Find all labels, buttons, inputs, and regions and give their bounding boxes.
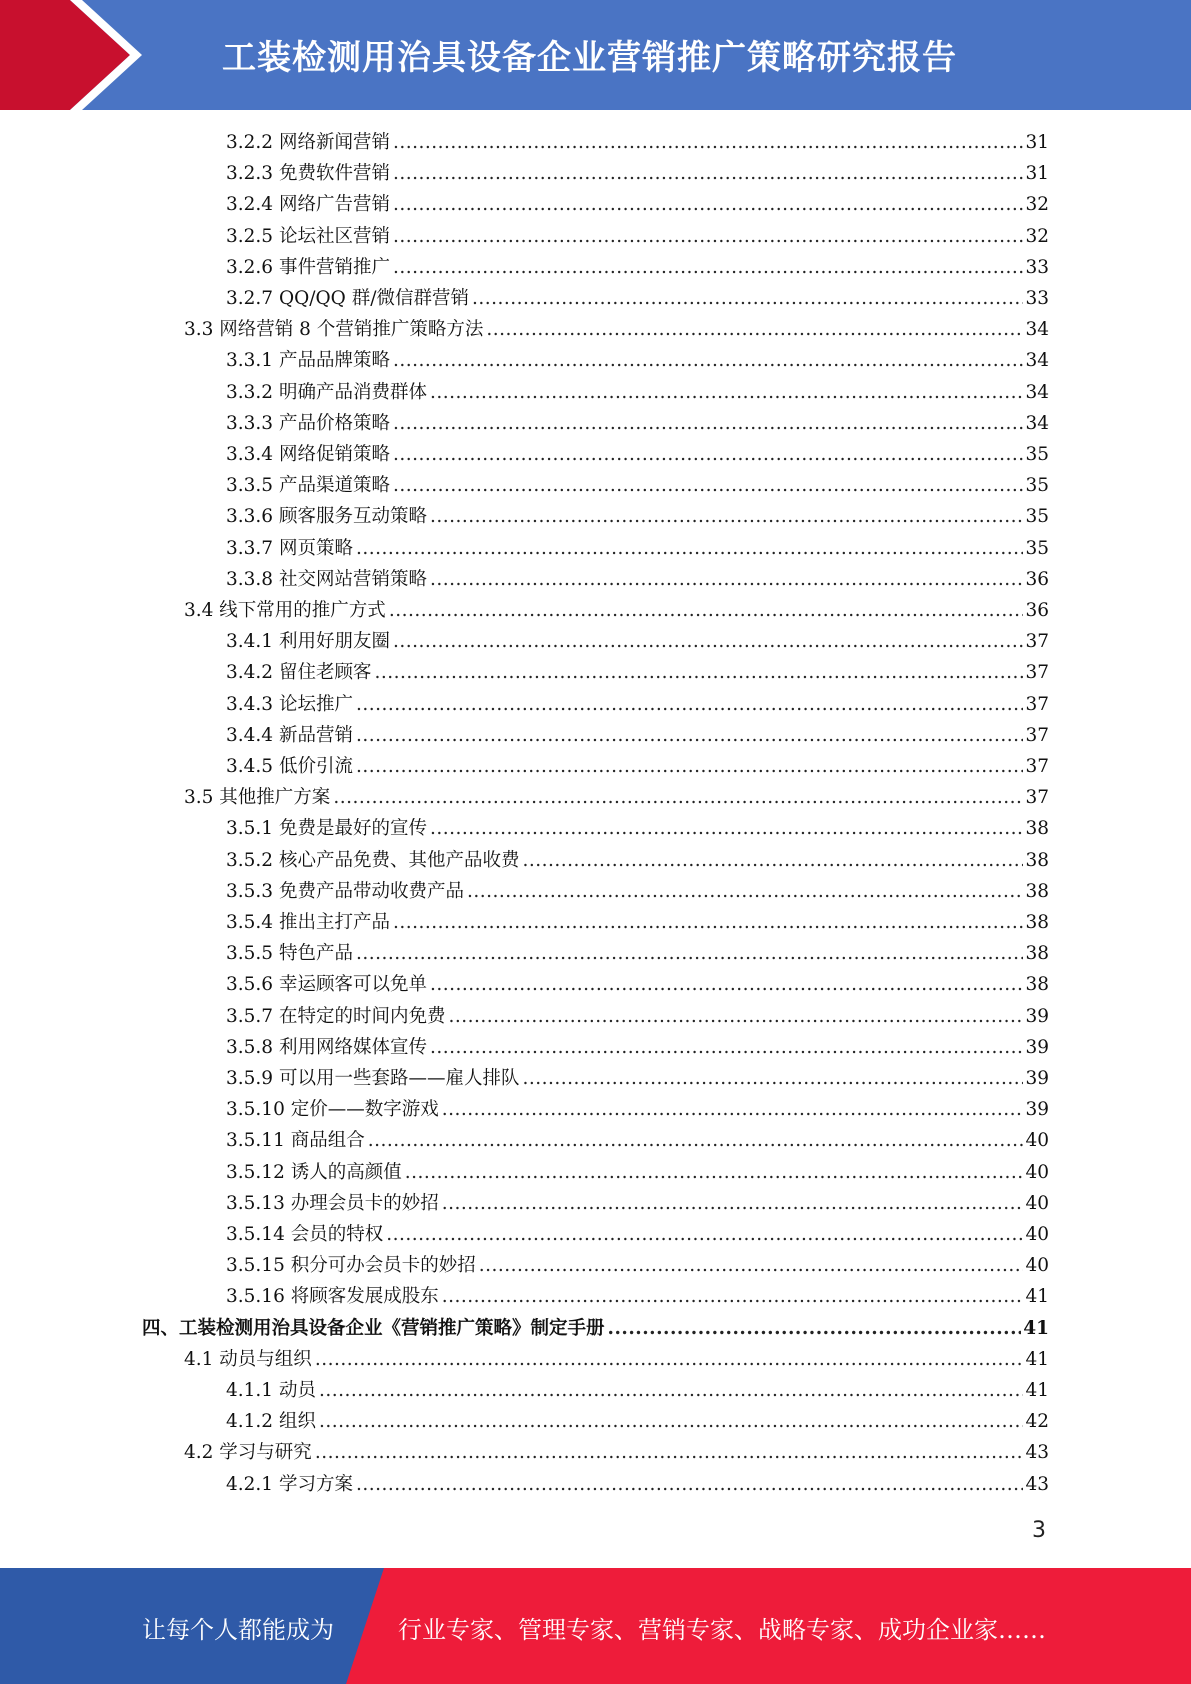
header-arrow-icon	[0, 0, 150, 110]
toc-leader-dots	[442, 1094, 1024, 1125]
toc-entry[interactable]	[184, 1344, 1049, 1375]
toc-leader-dots	[393, 626, 1023, 657]
toc-entry-page: 40	[1025, 1162, 1049, 1183]
toc-entry-label: 3.5.4 推出主打产品	[226, 912, 390, 933]
toc-entry[interactable]	[226, 1001, 1049, 1032]
toc-entry[interactable]	[226, 221, 1049, 252]
toc-entry-page: 34	[1025, 350, 1049, 371]
toc-entry-label: 3.5.12 诱人的高颜值	[226, 1162, 402, 1183]
toc-leader-dots	[315, 1344, 1024, 1375]
toc-entry-label: 3.5.10 定价——数字游戏	[226, 1099, 439, 1120]
toc-leader-dots	[442, 1281, 1024, 1312]
toc-leader-dots	[448, 1001, 1023, 1032]
toc-entry-label: 3.5.2 核心产品免费、其他产品收费	[226, 850, 520, 871]
toc-entry-label: 3.5.7 在特定的时间内免费	[226, 1006, 446, 1027]
toc-entry-label: 四、工装检测用治具设备企业《营销推广策略》制定手册	[142, 1318, 605, 1339]
toc-leader-dots	[430, 564, 1023, 595]
toc-entry-page: 32	[1025, 194, 1049, 215]
toc-entry-page: 39	[1025, 1037, 1049, 1058]
toc-entry-label: 3.3.8 社交网站营销策略	[226, 569, 427, 590]
toc-entry[interactable]	[142, 1313, 1049, 1344]
toc-entry[interactable]	[226, 533, 1049, 564]
toc-entry[interactable]	[226, 283, 1049, 314]
toc-leader-dots	[389, 595, 1024, 626]
toc-entry[interactable]	[226, 189, 1049, 220]
toc-entry-label: 3.5.9 可以用一些套路——雇人排队	[226, 1068, 520, 1089]
toc-entry-page: 36	[1025, 569, 1049, 590]
toc-entry-label: 3.5 其他推广方案	[184, 787, 331, 808]
toc-entry[interactable]	[226, 564, 1049, 595]
toc-entry-page: 39	[1025, 1099, 1049, 1120]
toc-entry-page: 37	[1025, 725, 1049, 746]
toc-leader-dots	[315, 1437, 1024, 1468]
toc-entry[interactable]	[226, 470, 1049, 501]
toc-leader-dots	[356, 1469, 1024, 1500]
toc-entry-label: 3.3.2 明确产品消费群体	[226, 382, 427, 403]
toc-leader-dots	[393, 127, 1023, 158]
toc-leader-dots	[319, 1406, 1024, 1437]
toc-entry-page: 37	[1025, 756, 1049, 777]
toc-entry[interactable]	[184, 1437, 1049, 1468]
toc-leader-dots	[522, 1063, 1023, 1094]
toc-entry-label: 3.5.6 幸运顾客可以免单	[226, 974, 427, 995]
toc-entry[interactable]	[226, 1469, 1049, 1500]
footer-slogan-right: 行业专家、管理专家、营销专家、战略专家、成功企业家……	[398, 1616, 1046, 1644]
toc-leader-dots	[430, 501, 1023, 532]
toc-entry-label: 4.1.2 组织	[226, 1411, 316, 1432]
toc-entry-page: 38	[1025, 881, 1049, 902]
page-number: 3	[1032, 1518, 1046, 1543]
toc-entry[interactable]	[226, 1281, 1049, 1312]
footer-slogan-left: 让每个人都能成为	[142, 1616, 334, 1644]
toc-leader-dots	[393, 439, 1023, 470]
toc-entry[interactable]	[226, 813, 1049, 844]
toc-leader-dots	[386, 1219, 1023, 1250]
toc-entry-page: 34	[1025, 319, 1049, 340]
toc-entry-label: 3.4.3 论坛推广	[226, 694, 353, 715]
toc-leader-dots	[393, 252, 1023, 283]
toc-entry-label: 3.4.1 利用好朋友圈	[226, 631, 390, 652]
toc-entry-page: 31	[1025, 132, 1049, 153]
toc-entry-label: 3.5.8 利用网络媒体宣传	[226, 1037, 427, 1058]
toc-entry-label: 3.4.4 新品营销	[226, 725, 353, 746]
toc-entry-page: 35	[1025, 538, 1049, 559]
toc-entry-label: 3.2.7 QQ/QQ 群/微信群营销	[226, 288, 469, 309]
toc-entry-label: 3.5.3 免费产品带动收费产品	[226, 881, 464, 902]
toc-leader-dots	[430, 1032, 1023, 1063]
toc-entry-page: 38	[1025, 943, 1049, 964]
toc-entry[interactable]	[226, 751, 1049, 782]
toc-entry-page: 37	[1025, 694, 1049, 715]
toc-entry-label: 3.5.15 积分可办会员卡的妙招	[226, 1255, 476, 1276]
toc-leader-dots	[368, 1125, 1024, 1156]
toc-entry-page: 38	[1025, 818, 1049, 839]
toc-leader-dots	[393, 408, 1023, 439]
toc-leader-dots	[356, 533, 1024, 564]
toc-entry-page: 39	[1025, 1068, 1049, 1089]
toc-entry-label: 3.3.5 产品渠道策略	[226, 475, 390, 496]
toc-leader-dots	[486, 314, 1023, 345]
toc-entry-label: 3.5.11 商品组合	[226, 1130, 365, 1151]
toc-entry-label: 3.2.3 免费软件营销	[226, 163, 390, 184]
toc-entry-page: 38	[1025, 974, 1049, 995]
toc-entry-label: 4.1.1 动员	[226, 1380, 316, 1401]
toc-entry-label: 3.5.16 将顾客发展成股东	[226, 1286, 439, 1307]
toc-entry-label: 3.5.1 免费是最好的宣传	[226, 818, 427, 839]
toc-entry-label: 3.3.7 网页策略	[226, 538, 353, 559]
toc-entry-page: 35	[1025, 475, 1049, 496]
toc-leader-dots	[393, 221, 1023, 252]
toc-entry-label: 3.3 网络营销 8 个营销推广策略方法	[184, 319, 484, 340]
toc-leader-dots	[393, 345, 1023, 376]
toc-entry-label: 4.1 动员与组织	[184, 1349, 312, 1370]
toc-entry[interactable]	[226, 1094, 1049, 1125]
toc-entry[interactable]	[226, 1375, 1049, 1406]
toc-entry[interactable]	[226, 1063, 1049, 1094]
toc-entry-label: 3.3.6 顾客服务互动策略	[226, 506, 427, 527]
toc-entry-label: 3.4.2 留住老顾客	[226, 662, 372, 683]
toc-entry-page: 42	[1025, 1411, 1049, 1432]
toc-entry[interactable]	[226, 158, 1049, 189]
toc-entry-page: 33	[1025, 257, 1049, 278]
toc-entry-page: 37	[1025, 787, 1049, 808]
toc-entry[interactable]	[226, 127, 1049, 158]
toc-entry[interactable]	[184, 782, 1049, 813]
toc-entry-page: 40	[1025, 1193, 1049, 1214]
toc-entry-page: 40	[1025, 1255, 1049, 1276]
toc-entry[interactable]	[226, 720, 1049, 751]
toc-entry-label: 4.2 学习与研究	[184, 1442, 312, 1463]
toc-entry-page: 38	[1025, 912, 1049, 933]
toc-entry[interactable]	[184, 595, 1049, 626]
toc-entry[interactable]	[226, 969, 1049, 1000]
toc-leader-dots	[393, 907, 1023, 938]
toc-entry-label: 3.5.14 会员的特权	[226, 1224, 384, 1245]
toc-entry-page: 41	[1025, 1349, 1049, 1370]
page-footer	[0, 1568, 1191, 1684]
toc-leader-dots	[393, 189, 1023, 220]
toc-entry-page: 33	[1025, 288, 1049, 309]
toc-entry[interactable]	[226, 657, 1049, 688]
toc-entry-page: 34	[1025, 382, 1049, 403]
toc-entry-label: 3.4.5 低价引流	[226, 756, 353, 777]
toc-entry-label: 4.2.1 学习方案	[226, 1474, 353, 1495]
toc-entry-label: 3.4 线下常用的推广方式	[184, 600, 386, 621]
toc-entry[interactable]	[226, 252, 1049, 283]
toc-entry[interactable]	[226, 1406, 1049, 1437]
toc-leader-dots	[472, 283, 1023, 314]
toc-entry-page: 35	[1025, 444, 1049, 465]
toc-entry-label: 3.2.4 网络广告营销	[226, 194, 390, 215]
toc-leader-dots	[479, 1250, 1024, 1281]
toc-leader-dots	[405, 1157, 1024, 1188]
toc-leader-dots	[608, 1313, 1022, 1344]
toc-leader-dots	[393, 470, 1023, 501]
toc-entry-page: 35	[1025, 506, 1049, 527]
toc-entry[interactable]	[226, 907, 1049, 938]
toc-entry[interactable]	[226, 377, 1049, 408]
toc-leader-dots	[333, 782, 1023, 813]
toc-entry-label: 3.2.6 事件营销推广	[226, 257, 390, 278]
toc-entry-label: 3.3.3 产品价格策略	[226, 413, 390, 434]
toc-entry[interactable]	[226, 689, 1049, 720]
toc-entry[interactable]	[226, 845, 1049, 876]
toc-entry-page: 34	[1025, 413, 1049, 434]
toc-leader-dots	[356, 720, 1024, 751]
toc-entry[interactable]	[184, 314, 1049, 345]
toc-leader-dots	[393, 158, 1023, 189]
toc-entry[interactable]	[226, 1032, 1049, 1063]
toc-entry-page: 39	[1025, 1006, 1049, 1027]
toc-entry-page: 37	[1025, 631, 1049, 652]
toc-entry[interactable]	[226, 1125, 1049, 1156]
toc-entry[interactable]	[226, 408, 1049, 439]
toc-entry-page: 41	[1025, 1286, 1049, 1307]
toc-leader-dots	[522, 845, 1023, 876]
toc-leader-dots	[430, 969, 1023, 1000]
toc-entry[interactable]	[226, 439, 1049, 470]
toc-leader-dots	[319, 1375, 1024, 1406]
toc-entry[interactable]	[226, 1250, 1049, 1281]
toc-entry-page: 43	[1025, 1442, 1049, 1463]
toc-entry-page: 38	[1025, 850, 1049, 871]
toc-leader-dots	[442, 1188, 1024, 1219]
toc-entry-page: 40	[1025, 1224, 1049, 1245]
document-title: 工装检测用治具设备企业营销推广策略研究报告	[222, 38, 957, 78]
toc-entry-page: 43	[1025, 1474, 1049, 1495]
toc-entry-label: 3.2.2 网络新闻营销	[226, 132, 390, 153]
toc-entry-page: 32	[1025, 226, 1049, 247]
toc-entry[interactable]	[226, 876, 1049, 907]
toc-entry-page: 37	[1025, 662, 1049, 683]
toc-leader-dots	[374, 657, 1023, 688]
toc-entry-label: 3.2.5 论坛社区营销	[226, 226, 390, 247]
toc-leader-dots	[430, 813, 1023, 844]
toc-entry-page: 31	[1025, 163, 1049, 184]
toc-entry-page: 41	[1023, 1318, 1049, 1339]
toc-entry[interactable]	[226, 1188, 1049, 1219]
toc-entry[interactable]	[226, 938, 1049, 969]
toc-entry[interactable]	[226, 626, 1049, 657]
toc-leader-dots	[356, 938, 1024, 969]
toc-leader-dots	[356, 751, 1024, 782]
toc-entry-page: 40	[1025, 1130, 1049, 1151]
toc-entry[interactable]	[226, 345, 1049, 376]
toc-entry[interactable]	[226, 1157, 1049, 1188]
toc-entry-label: 3.3.4 网络促销策略	[226, 444, 390, 465]
page-header	[0, 0, 1191, 110]
toc-leader-dots	[467, 876, 1023, 907]
toc-entry-page: 36	[1025, 600, 1049, 621]
toc-entry-label: 3.3.1 产品品牌策略	[226, 350, 390, 371]
toc-leader-dots	[356, 689, 1024, 720]
toc-entry-page: 41	[1025, 1380, 1049, 1401]
toc-entry[interactable]	[226, 1219, 1049, 1250]
toc-entry[interactable]	[226, 501, 1049, 532]
toc-entry-label: 3.5.13 办理会员卡的妙招	[226, 1193, 439, 1214]
toc-entry-label: 3.5.5 特色产品	[226, 943, 353, 964]
toc-leader-dots	[430, 377, 1023, 408]
